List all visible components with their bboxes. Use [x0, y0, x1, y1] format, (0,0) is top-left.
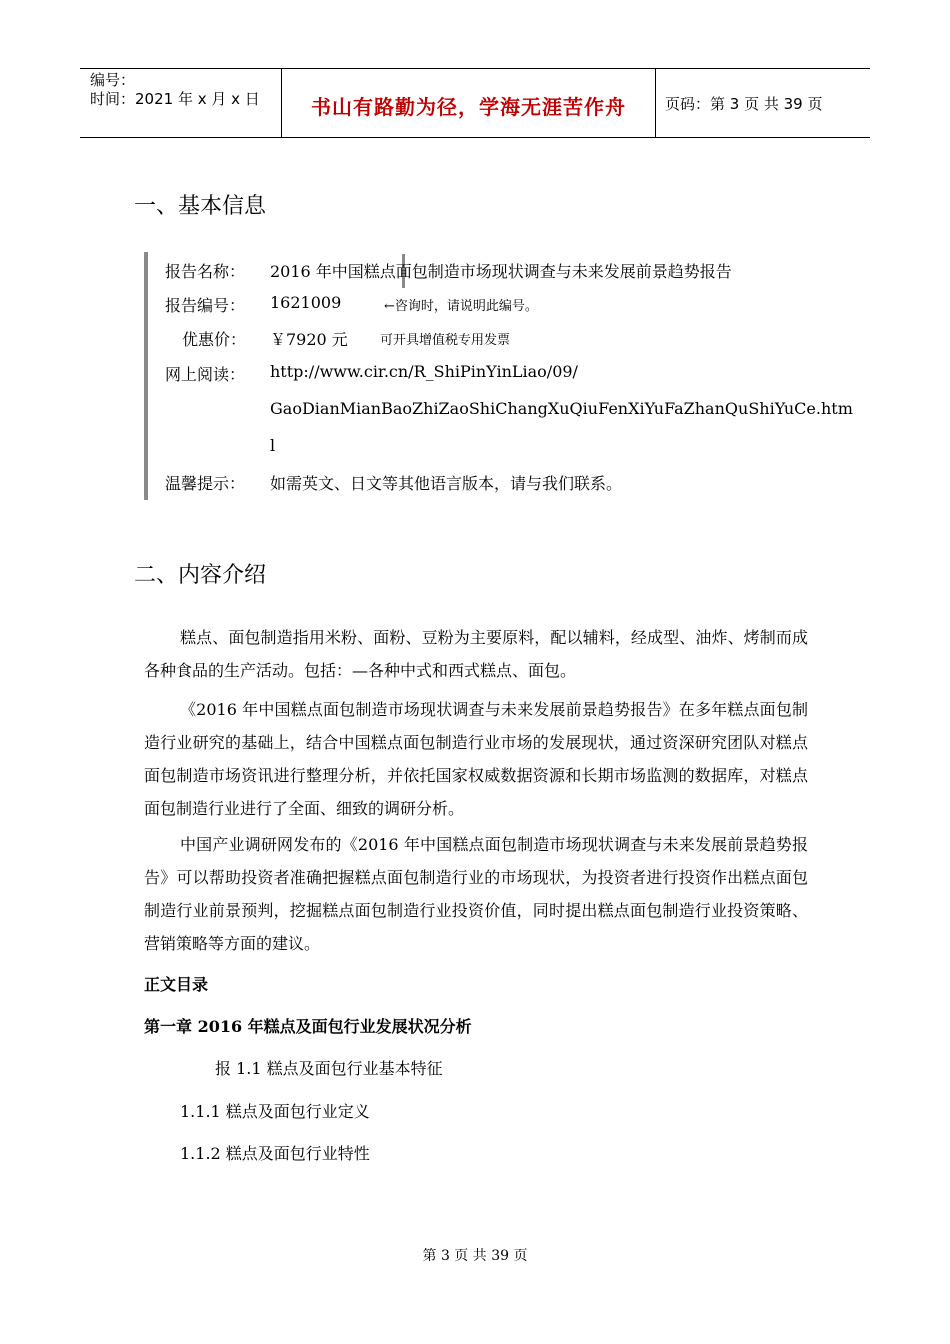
- toc-item-1-1: 报 1.1 糕点及面包行业基本特征: [215, 1059, 443, 1078]
- report-number-label: 报告编号：: [165, 296, 246, 315]
- section-title-content-intro: 二、内容介绍: [134, 563, 267, 588]
- intro-paragraph-3: 中国产业调研网发布的《2016 年中国糕点面包制造市场现状调查与未来发展前景趋势报告》可以帮助投资者准确把握糕点面包制造行业的市场现状，为投资者进行投资作出糕点面包制造行业前景预判，挖掘糕点面包制造行业投资价值，同时提出糕点面包制造行业投资策略、营销策略等方面的建议。: [144, 835, 808, 953]
- header-time-label: 时间：2021 年 x 月 x 日: [90, 90, 260, 108]
- page-footer: 第 3 页 共 39 页: [422, 1248, 528, 1264]
- price-label: 优惠价：: [182, 330, 247, 349]
- online-read-url-line2[interactable]: GaoDianMianBaoZhiZaoShiChangXuQiuFenXiYuFaZhanQuShiYuCe.htm: [270, 399, 853, 418]
- tip-value: 如需英文、日文等其他语言版本，请与我们联系。: [270, 474, 623, 493]
- toc-item-1-1-2: 1.1.2 糕点及面包行业特性: [180, 1144, 370, 1163]
- intro-paragraph-1: 糕点、面包制造指用米粉、面粉、豆粉为主要原料，配以辅料，经成型、油炸、烤制而成各种食品的生产活动。包括：—各种中式和西式糕点、面包。: [144, 628, 808, 680]
- header-divider: [655, 69, 656, 137]
- section-title-basic-info: 一、基本信息: [134, 194, 267, 219]
- info-left-bar: [144, 252, 148, 500]
- report-number-value: 1621009: [270, 293, 342, 312]
- online-read-url-line3[interactable]: l: [270, 436, 276, 455]
- online-read-url-line1[interactable]: http://www.cir.cn/R_ShiPinYinLiao/09/: [270, 362, 578, 381]
- intro-paragraph-2: 《2016 年中国糕点面包制造市场现状调查与未来发展前景趋势报告》在多年糕点面包制造行业研究的基础上，结合中国糕点面包制造行业市场的发展现状，通过资深研究团队对糕点面包制造市场资讯进行整理分析，并依托国家权威数据资源和长期市场监测的数据库，对糕点面包制造行业进行了全面、细致的调研分析。: [144, 700, 808, 818]
- online-read-label: 网上阅读：: [165, 365, 246, 384]
- header-number-label: 编号：: [90, 71, 136, 89]
- header-meta: [90, 71, 260, 109]
- report-name-label: 报告名称：: [165, 262, 246, 281]
- toc-chapter-1: 第一章 2016 年糕点及面包行业发展状况分析: [144, 1017, 472, 1036]
- toc-item-1-1-1: 1.1.1 糕点及面包行业定义: [180, 1102, 370, 1121]
- report-name-value: 2016 年中国糕点面包制造市场现状调查与未来发展前景趋势报告: [270, 262, 732, 281]
- report-number-note: ←咨询时，请说明此编号。: [384, 299, 538, 314]
- price-value: ￥7920 元: [270, 330, 348, 349]
- toc-heading: 正文目录: [144, 975, 209, 994]
- tip-label: 温馨提示：: [165, 474, 246, 493]
- price-note: 可开具增值税专用发票: [380, 333, 511, 348]
- header-page-number: 页码：第 3 页 共 39 页: [665, 95, 823, 113]
- info-block: [144, 252, 853, 500]
- page-header: [80, 68, 870, 138]
- header-motto: 书山有路勤为径，学海无涯苦作舟: [311, 95, 626, 119]
